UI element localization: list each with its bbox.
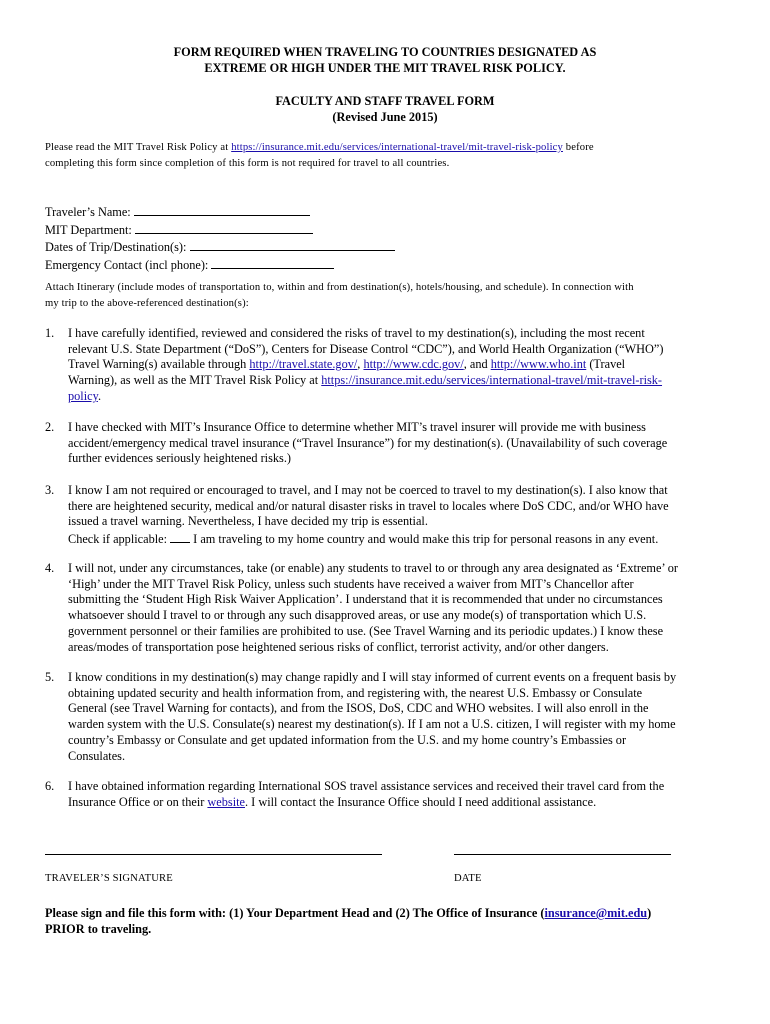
- heading-line-1: FORM REQUIRED WHEN TRAVELING TO COUNTRIES DESIGNATED AS: [173, 45, 597, 59]
- travel-form-page: FORM REQUIRED WHEN TRAVELING TO COUNTRIES DESIGNATED AS EXTREME OR HIGH UNDER THE MIT TRAVEL RISK POLICY. FACULTY AND STAFF TRAVEL FORM (Revised June 2015) Please read the MIT Travel Risk Policy at https://insurance.mit.edu/services/international-travel/mit-travel-risk-policy before completing this form since completion of this form is not required for travel to all countries. Traveler’s Name: MIT Department: Dates of Trip/Destination(s): Emergency Contact (incl phone): Attach Itinerary (include modes of transportation to, within and from destination(s), hotels/housing, and schedule). In connection with my trip to the above-referenced destination(s): 1. I have carefully identified, reviewed and considered the risks of travel to my destination(s), including the most recent relevant U.S. State Department (“DoS”), Centers for Disease Control “CDC”), and World Health Organization (“WHO”) Travel Warning(s) available through http://travel.state.gov/, http://www.cdc.gov/, and http://www.who.int (Travel Warning), as well as the MIT Travel Risk Policy at https://insurance.mit.edu/services/international-travel/mit-travel-risk- policy. 2. I have checked with MIT’s Insurance Office to determine whether MIT’s travel insurer will provide me with business accident/emergency medical travel insurance (“Travel Insurance”) for my destination(s). (Unavailability of such coverage further evidences seriously heightened risks.) 3. I know I am not required or encouraged to travel, and I may not be coerced to travel to my destination(s). I also know that there are heightened security, medical and/or natural disaster risks in travel to locales where DoS CDC, and/or WHO have issued a travel warning. Nevertheless, I have decided my trip is essential. Check if applicable: I am traveling to my home country and would make this trip for personal reasons in any event. 4. I will not, under any circumstances, take (or enable) any students to travel to or through any area designated as ‘Extreme’ or ‘High’ under the MIT Travel Risk Policy, unless such students have received a waiver from MIT’s Chancellor after submitting the ‘Student High Risk Waiver Application’. I understand that it is recommended that under no circumstances whatsoever should I travel to or through any such disapproved areas, or use any mode(s) of transportation which U.S. government personnel or their families are prohibited to use. (See Travel Warning and its periodic updates.) I know these areas/modes of transportation pose heightened serious risks of conflict, terrorist activity, and/or other dangers. 5. I know conditions in my destination(s) may change rapidly and I will stay informed of current events on a frequent basis by obtaining updated security and health information from, and registering with, the nearest U.S. Embassy or Consulate General (see Travel Warning for contacts), and from the ISOS, DoS, CDC and WHO websites. I will also enroll in the warden system with the U.S. Consulate(s) nearest my destination(s). If I am not a U.S. citizen, I will register with my home country’s Embassy or Consulate and get updated information from the U.S. and my home country’s Embassies or Consulates. 6. I have obtained information regarding International SOS travel assistance services and received their travel card from the Insurance Office or on their website. I will contact the Insurance Office should I need additional assistance. TRAVELER’S SIGNATURE DATE Please sign and file this form with: (1) Your Department Head and (2) The Office of Insurance (insurance@mit.edu) PRIOR to traveling.: [0, 0, 770, 1024]
- department-input[interactable]: [135, 221, 313, 234]
- emergency-contact-field: [45, 256, 465, 274]
- date-label: DATE: [454, 873, 482, 884]
- state-gov-link[interactable]: http://travel.state.gov/: [249, 357, 358, 372]
- heading-line-2: EXTREME OR HIGH UNDER THE MIT TRAVEL RISK POLICY.: [204, 61, 566, 75]
- travel-risk-policy-link[interactable]: https://insurance.mit.edu/services/international-travel/mit-travel-risk-policy: [231, 142, 563, 153]
- emergency-contact-label: Emergency Contact (incl phone):: [45, 258, 209, 273]
- traveler-signature-line[interactable]: [45, 854, 382, 855]
- form-heading: [0, 44, 770, 76]
- mit-travel-risk-policy-link[interactable]: https://insurance.mit.edu/services/international-travel/mit-travel-risk-: [321, 373, 663, 388]
- home-country-checkbox[interactable]: [170, 530, 190, 543]
- traveler-signature-label: TRAVELER’S SIGNATURE: [45, 873, 173, 884]
- cdc-gov-link[interactable]: http://www.cdc.gov/: [363, 357, 464, 372]
- dates-destination-field: [45, 238, 465, 256]
- form-title-block: [0, 93, 770, 125]
- insurance-email-link[interactable]: insurance@mit.edu: [544, 906, 648, 920]
- attach-itinerary-text: Attach Itinerary (include modes of transportation to, within and from destination(s), hotels/housing, and schedule). In connection with my trip to the above-referenced destination(s):: [45, 282, 634, 309]
- website-link[interactable]: website: [207, 794, 245, 809]
- form-title: FACULTY AND STAFF TRAVEL FORM: [275, 94, 495, 108]
- filing-instructions: Please sign and file this form with: (1) Your Department Head and (2) The Office of Insurance (insurance@mit.edu) PRIOR to traveling.: [45, 906, 652, 936]
- dates-destination-label: Dates of Trip/Destination(s):: [45, 240, 187, 255]
- traveler-name-field: [45, 203, 465, 221]
- date-line[interactable]: [454, 854, 671, 855]
- traveler-name-label: Traveler’s Name:: [45, 205, 131, 219]
- revised-date: (Revised June 2015): [332, 110, 438, 124]
- department-label: MIT Department:: [45, 222, 132, 237]
- department-field: [45, 221, 465, 239]
- dates-destination-input[interactable]: [190, 238, 395, 251]
- who-int-link[interactable]: http://www.who.int: [490, 357, 587, 372]
- intro-paragraph: Please read the MIT Travel Risk Policy at https://insurance.mit.edu/services/international-travel/mit-travel-risk-policy before completing this form since completion of this form is not required for travel to all countries.: [45, 142, 594, 169]
- traveler-name-input[interactable]: [134, 203, 310, 216]
- mit-travel-risk-policy-link-cont[interactable]: policy: [68, 388, 98, 403]
- emergency-contact-input[interactable]: [211, 256, 334, 269]
- traveler-info-fields: [45, 203, 465, 274]
